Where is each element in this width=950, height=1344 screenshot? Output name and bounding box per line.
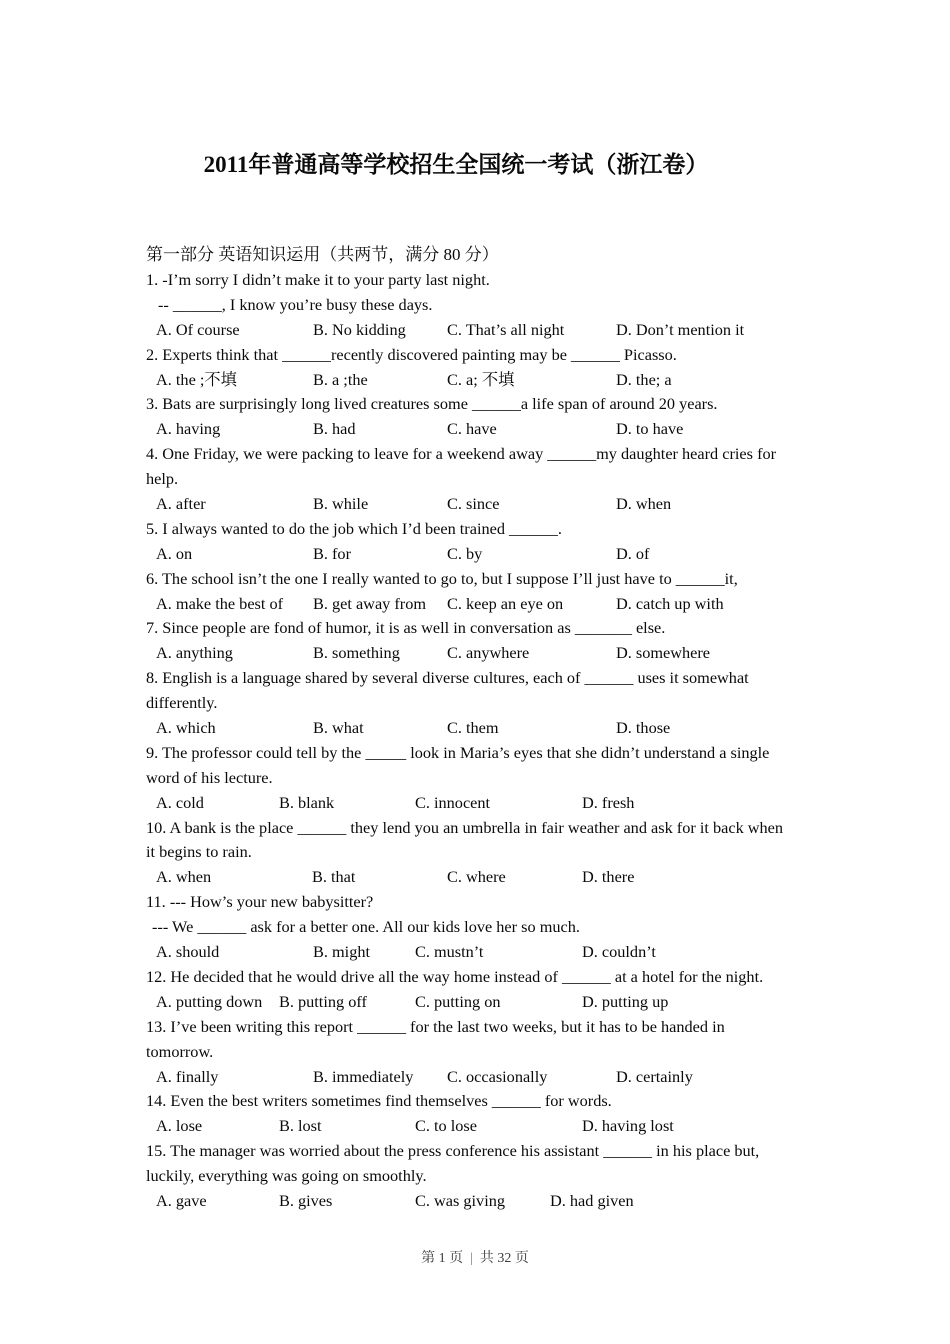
question-6-line-1: 6. The school isn’t the one I really wanted to go to, but I suppose I’ll just have to ______it, [146,568,738,588]
question-2-options [146,368,866,393]
question-13-line-2: tomorrow. [146,1041,214,1061]
question-1-line-2: -- ______, I know you’re busy these days. [158,294,433,314]
footer-separator: | [470,1251,473,1266]
question-8-option-d: D. those [616,718,671,738]
question-9-line-1: 9. The professor could tell by the _____ look in Maria’s eyes that she didn’t understand a single [146,742,770,762]
question-4-line-2: help. [146,469,179,489]
question-13-options [146,1065,866,1090]
question-12-option-c: C. putting on [415,991,501,1011]
question-list [146,268,866,1214]
question-7-option-b: B. something [313,643,400,663]
question-13-option-d: D. certainly [616,1066,693,1086]
question-11-line-1: 11. --- How’s your new babysitter? [146,892,374,912]
question-14-option-d: D. having lost [582,1116,674,1136]
question-7 [146,616,866,666]
question-13-option-c: C. occasionally [447,1066,548,1086]
question-11-option-b: B. might [313,942,370,962]
question-6 [146,567,866,617]
question-4-option-a: A. after [156,494,206,514]
question-2-option-c: C. a; 不填 [447,369,515,389]
question-14 [146,1089,866,1139]
question-8 [146,666,866,741]
page-footer [0,1247,950,1267]
question-1-option-c: C. That’s all night [447,319,565,339]
question-4-option-d: D. when [616,494,672,514]
question-15-option-a: A. gave [156,1190,207,1210]
question-8-options [146,716,866,741]
question-11-option-a: A. should [156,942,220,962]
question-5-option-b: B. for [313,543,351,563]
question-10-options [146,865,866,890]
question-14-option-a: A. lose [156,1116,203,1136]
question-8-option-c: C. them [447,718,499,738]
page-title: 2011年普通高等学校招生全国统一考试（浙江卷） [203,152,709,177]
question-6-options [146,592,866,617]
question-11 [146,890,866,965]
question-13-option-a: A. finally [156,1066,219,1086]
question-12-option-a: A. putting down [156,991,263,1011]
question-1-option-d: D. Don’t mention it [616,319,745,339]
question-3 [146,392,866,442]
question-4-line-1: 4. One Friday, we were packing to leave for a weekend away ______my daughter heard cries for [146,444,777,464]
question-7-option-d: D. somewhere [616,643,711,663]
question-4-options [146,492,866,517]
question-12 [146,965,866,1015]
question-11-line-2: --- We ______ ask for a better one. All our kids love her so much. [152,917,580,937]
question-1-options [146,318,866,343]
question-14-option-b: B. lost [279,1116,322,1136]
question-2-option-d: D. the; a [616,369,672,389]
question-8-line-2: differently. [146,693,218,713]
question-10 [146,816,866,891]
question-7-line-1: 7. Since people are fond of humor, it is as well in conversation as _______ else. [146,618,666,638]
question-5 [146,517,866,567]
question-2-option-a: A. the ;不填 [156,369,237,389]
question-6-option-d: D. catch up with [616,593,724,613]
question-7-option-a: A. anything [156,643,233,663]
question-14-options [146,1114,866,1139]
question-9-options [146,791,866,816]
question-5-line-1: 5. I always wanted to do the job which I’d been trained ______. [146,518,562,538]
question-7-option-c: C. anywhere [447,643,530,663]
question-2-line-1: 2. Experts think that ______recently discovered painting may be ______ Picasso. [146,344,677,364]
question-12-option-d: D. putting up [582,991,669,1011]
question-8-option-a: A. which [156,718,216,738]
question-14-option-c: C. to lose [415,1116,477,1136]
question-6-option-b: B. get away from [313,593,427,613]
question-3-option-d: D. to have [616,419,684,439]
question-9-option-c: C. innocent [415,792,491,812]
question-14-line-1: 14. Even the best writers sometimes find themselves ______ for words. [146,1091,612,1111]
question-9-option-d: D. fresh [582,792,635,812]
question-6-option-c: C. keep an eye on [447,593,564,613]
question-15-option-b: B. gives [279,1190,333,1210]
question-15-options [146,1189,866,1214]
question-2 [146,343,866,393]
question-10-option-a: A. when [156,867,212,887]
question-13-line-1: 13. I’ve been writing this report ______ for the last two weeks, but it has to be handed in [146,1016,725,1036]
question-8-line-1: 8. English is a language shared by several diverse cultures, each of ______ uses it somewhat [146,668,749,688]
question-3-line-1: 3. Bats are surprisingly long lived creatures some ______a life span of around 20 years. [146,394,718,414]
question-12-options [146,990,866,1015]
question-11-option-d: D. couldn’t [582,942,656,962]
question-11-option-c: C. mustn’t [415,942,484,962]
question-13 [146,1015,866,1090]
question-1-line-1: 1. -I’m sorry I didn’t make it to your party last night. [146,270,490,289]
question-10-line-2: it begins to rain. [146,842,252,862]
question-7-options [146,641,866,666]
question-3-option-b: B. had [313,419,356,439]
question-4-option-c: C. since [447,494,500,514]
question-1 [146,268,866,343]
question-10-option-b: B. that [312,867,356,887]
question-8-option-b: B. what [313,718,364,738]
question-15-line-1: 15. The manager was worried about the press conference his assistant ______ in his place but, [146,1141,760,1161]
question-2-option-b: B. a ;the [313,369,368,389]
question-5-option-d: D. of [616,543,650,563]
question-15-line-2: luckily, everything was going on smoothly. [146,1166,427,1186]
question-10-option-c: C. where [447,867,506,887]
section-heading: 第一部分 英语知识运用（共两节，满分 80 分） [146,245,499,264]
question-9-option-a: A. cold [156,792,204,812]
question-10-option-d: D. there [582,867,635,887]
question-9 [146,741,866,816]
question-9-line-2: word of his lecture. [146,767,273,787]
question-13-option-b: B. immediately [313,1066,414,1086]
question-5-options [146,542,866,567]
footer-page-number: 第 1 页 [421,1251,464,1266]
question-12-line-1: 12. He decided that he would drive all the way home instead of ______ at a hotel for the night. [146,966,764,986]
question-5-option-a: A. on [156,543,193,563]
question-15 [146,1139,866,1214]
footer-page-count: 共 32 页 [479,1251,529,1266]
question-15-option-d: D. had given [550,1190,634,1210]
question-1-option-b: B. No kidding [313,319,406,339]
question-6-option-a: A. make the best of [156,593,284,613]
question-10-line-1: 10. A bank is the place ______ they lend you an umbrella in fair weather and ask for it back when [146,817,784,837]
question-3-option-c: C. have [447,419,497,439]
question-5-option-c: C. by [447,543,483,563]
question-15-option-c: C. was giving [415,1190,506,1210]
question-3-option-a: A. having [156,419,221,439]
question-1-option-a: A. Of course [156,319,240,339]
question-3-options [146,417,866,442]
question-4 [146,442,866,517]
question-9-option-b: B. blank [279,792,335,812]
question-12-option-b: B. putting off [279,991,367,1011]
question-4-option-b: B. while [313,494,369,514]
question-11-options [146,940,866,965]
